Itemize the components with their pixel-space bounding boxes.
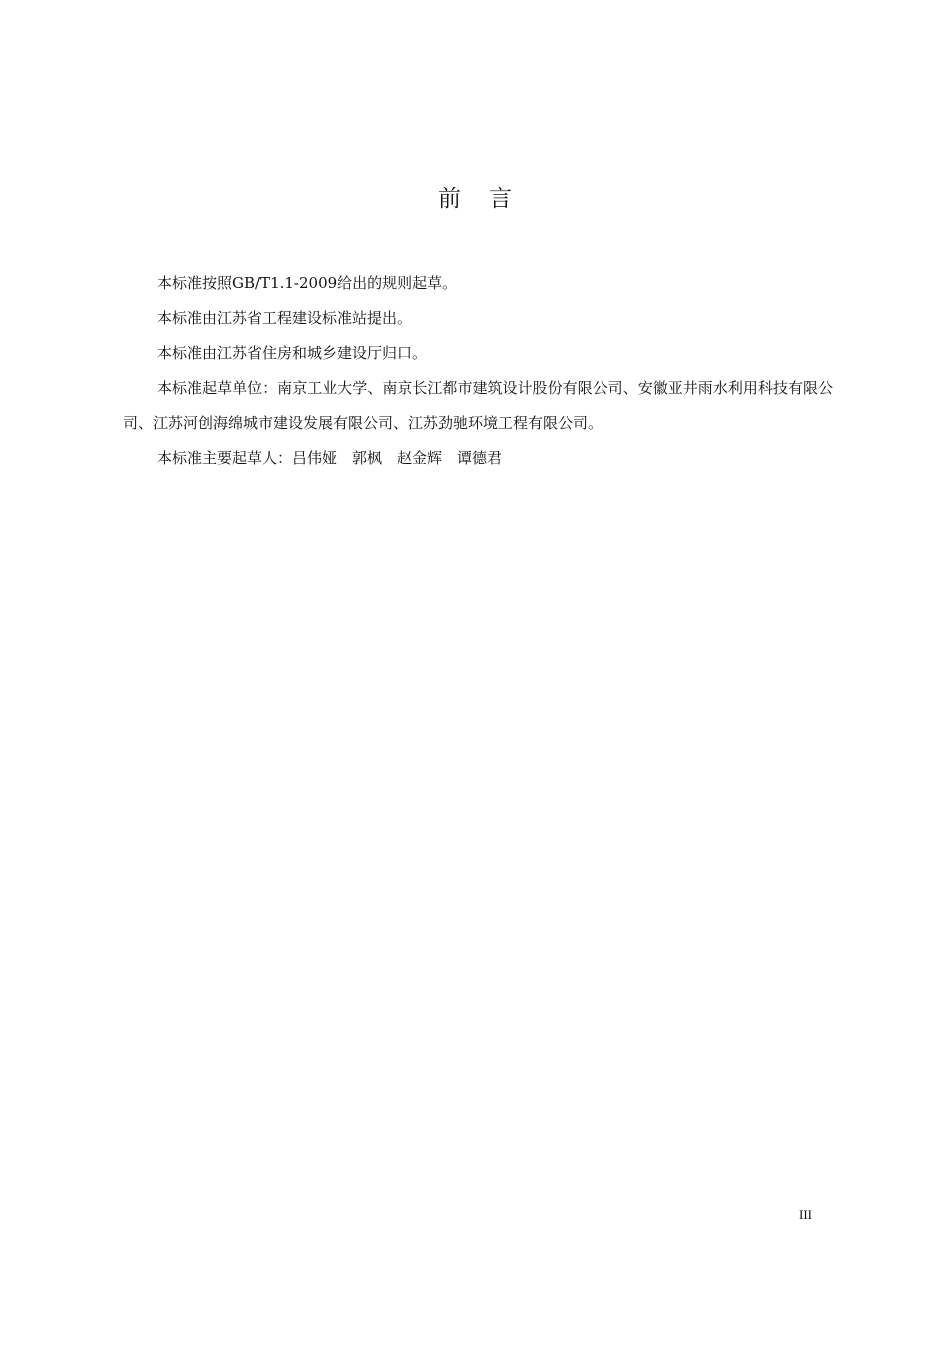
administrator-paragraph: 本标准由江苏省住房和城乡建设厅归口。 — [157, 344, 428, 362]
page-title: 前言 — [438, 186, 540, 212]
drafting-rules-paragraph: 本标准按照GB/T1.1-2009给出的规则起草。 — [157, 274, 458, 292]
drafting-units-paragraph: 本标准起草单位：南京工业大学、南京长江都市建筑设计股份有限公司、安徽亚井雨水利用科技有限公司、江苏河创海绵城市建设发展有限公司、江苏劲驰环境工程有限公司。 — [123, 379, 833, 432]
proposer-paragraph: 本标准由江苏省工程建设标准站提出。 — [157, 309, 413, 327]
page-number: III — [799, 1207, 812, 1222]
foreword-body — [123, 266, 833, 476]
main-drafters-paragraph: 本标准主要起草人：吕伟娅 郭枫 赵金辉 谭德君 — [157, 449, 503, 467]
